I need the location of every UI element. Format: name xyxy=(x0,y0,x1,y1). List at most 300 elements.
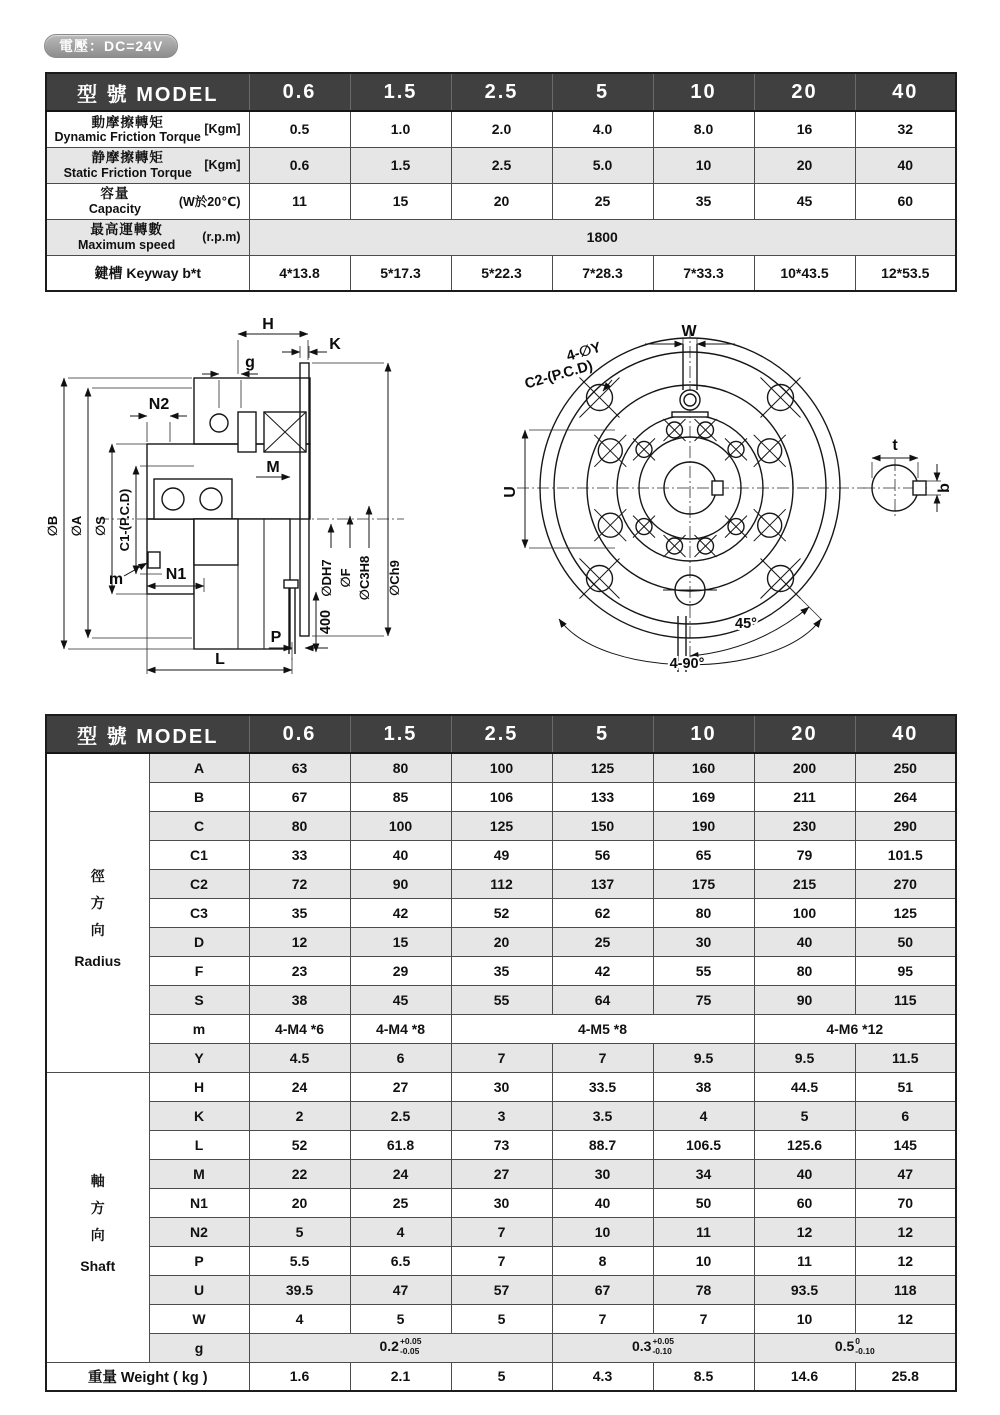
group-label-char: 向 xyxy=(90,922,105,939)
value-cell: 4.3 xyxy=(552,1362,653,1391)
value-cell: 12 xyxy=(249,927,350,956)
spec-row-unit: (W於20℃) xyxy=(178,194,241,209)
value-cell: 8 xyxy=(552,1246,653,1275)
value-cell: 5 xyxy=(249,1217,350,1246)
value-cell xyxy=(754,1333,956,1362)
value-cell: 25 xyxy=(552,927,653,956)
value-cell: 15 xyxy=(350,183,451,219)
value-cell: 40 xyxy=(855,147,956,183)
value-cell: 20 xyxy=(451,927,552,956)
value-cell: 3 xyxy=(451,1101,552,1130)
value-cell: 2.5 xyxy=(350,1101,451,1130)
spec-row-label-wrap xyxy=(51,115,245,144)
front-view-dimensions xyxy=(502,323,821,672)
value-cell: 5.0 xyxy=(552,147,653,183)
model-column-header: 20 xyxy=(754,73,855,111)
value-cell: 27 xyxy=(451,1159,552,1188)
value-cell: 80 xyxy=(350,753,451,782)
group-label-char: 軸 xyxy=(90,1172,105,1189)
value-cell: 65 xyxy=(653,840,754,869)
value-cell: 60 xyxy=(754,1188,855,1217)
group-label-char: 徑 xyxy=(90,868,105,885)
value-cell: 12 xyxy=(855,1304,956,1333)
value-cell: 25 xyxy=(552,183,653,219)
flange-plate xyxy=(300,363,309,636)
param-label: K xyxy=(149,1101,249,1130)
value-cell: 10 xyxy=(653,147,754,183)
param-label: B xyxy=(149,782,249,811)
value-cell: 7*33.3 xyxy=(653,255,754,291)
spec-row-label xyxy=(46,255,249,291)
dim-dia-c3h8-label: ∅C3H8 xyxy=(357,555,372,601)
value-cell: 4*13.8 xyxy=(249,255,350,291)
value-cell: 264 xyxy=(855,782,956,811)
dim-l-label: L xyxy=(215,651,225,668)
model-header: 型 號 MODEL xyxy=(46,715,249,753)
value-cell: 27 xyxy=(350,1072,451,1101)
value-cell: 6 xyxy=(855,1101,956,1130)
tolerance-stack xyxy=(855,1337,874,1356)
value-cell: 72 xyxy=(249,869,350,898)
value-cell: 4-M6 *12 xyxy=(754,1014,956,1043)
tolerance-main: 0.2 xyxy=(379,1338,399,1355)
value-cell: 118 xyxy=(855,1275,956,1304)
value-cell: 12*53.5 xyxy=(855,255,956,291)
model-column-header: 5 xyxy=(552,715,653,753)
dim-row xyxy=(46,927,956,956)
value-cell: 290 xyxy=(855,811,956,840)
param-label: P xyxy=(149,1246,249,1275)
value-cell: 40 xyxy=(552,1188,653,1217)
side-view-body xyxy=(97,363,404,654)
dim-row xyxy=(46,1101,956,1130)
dim-row xyxy=(46,1188,956,1217)
value-cell: 67 xyxy=(552,1275,653,1304)
spec-row-label-en: Maximum speed xyxy=(78,237,176,252)
value-cell: 150 xyxy=(552,811,653,840)
value-cell: 3.5 xyxy=(552,1101,653,1130)
dim-row xyxy=(46,753,956,782)
value-cell: 90 xyxy=(754,985,855,1014)
value-cell: 45 xyxy=(754,183,855,219)
dim-n2-label: N2 xyxy=(148,396,170,413)
value-cell: 11 xyxy=(653,1217,754,1246)
model-column-header: 40 xyxy=(855,73,956,111)
group-label-radius xyxy=(46,753,149,1072)
value-cell: 4.0 xyxy=(552,111,653,147)
spec-row-label-main xyxy=(51,186,179,215)
dim-row xyxy=(46,898,956,927)
value-cell: 34 xyxy=(653,1159,754,1188)
param-label: C1 xyxy=(149,840,249,869)
value-cell: 6.5 xyxy=(350,1246,451,1275)
value-cell: 5*17.3 xyxy=(350,255,451,291)
weight-row xyxy=(46,1362,956,1391)
value-cell: 5 xyxy=(754,1101,855,1130)
spec-table xyxy=(45,72,957,292)
value-cell: 35 xyxy=(249,898,350,927)
tolerance-upper: +0.05 xyxy=(399,1336,422,1347)
value-cell: 60 xyxy=(855,183,956,219)
value-cell: 78 xyxy=(653,1275,754,1304)
spec-row-label-en: Dynamic Friction Torque xyxy=(54,129,201,144)
value-cell: 33 xyxy=(249,840,350,869)
bearing-icon xyxy=(162,488,184,510)
value-cell: 7*28.3 xyxy=(552,255,653,291)
value-cell: 10 xyxy=(653,1246,754,1275)
value-cell: 190 xyxy=(653,811,754,840)
value-cell: 8.0 xyxy=(653,111,754,147)
value-cell: 30 xyxy=(653,927,754,956)
value-cell: 70 xyxy=(855,1188,956,1217)
param-label: F xyxy=(149,956,249,985)
spec-row-unit: (r.p.m) xyxy=(202,229,241,244)
dim-row xyxy=(46,956,956,985)
value-cell: 133 xyxy=(552,782,653,811)
group-label-shaft xyxy=(46,1072,149,1362)
param-label: Y xyxy=(149,1043,249,1072)
spec-row-label-main xyxy=(51,150,204,179)
dim-row xyxy=(46,985,956,1014)
value-cell: 95 xyxy=(855,956,956,985)
value-cell: 61.8 xyxy=(350,1130,451,1159)
value-cell: 270 xyxy=(855,869,956,898)
param-label: C2 xyxy=(149,869,249,898)
dim-dia-f-label: ∅F xyxy=(338,568,353,588)
value-cell: 50 xyxy=(855,927,956,956)
value-cell: 52 xyxy=(451,898,552,927)
value-cell: 47 xyxy=(855,1159,956,1188)
value-cell: 6 xyxy=(350,1043,451,1072)
spec-row xyxy=(46,147,956,183)
value-cell: 80 xyxy=(653,898,754,927)
table-header-row xyxy=(46,715,956,753)
value-cell: 47 xyxy=(350,1275,451,1304)
value-cell: 93.5 xyxy=(754,1275,855,1304)
value-cell: 55 xyxy=(653,956,754,985)
value-cell: 52 xyxy=(249,1130,350,1159)
dim-n1-label: N1 xyxy=(165,566,187,583)
value-cell: 106.5 xyxy=(653,1130,754,1159)
value-cell: 38 xyxy=(249,985,350,1014)
spec-row-label xyxy=(46,111,249,147)
value-cell: 42 xyxy=(350,898,451,927)
param-label: g xyxy=(149,1333,249,1362)
table-header-row xyxy=(46,73,956,111)
value-cell: 7 xyxy=(552,1043,653,1072)
tolerance-upper: +0.05 xyxy=(652,1336,674,1347)
value-cell: 33.5 xyxy=(552,1072,653,1101)
value-cell: 9.5 xyxy=(754,1043,855,1072)
value-cell: 4-M5 *8 xyxy=(451,1014,754,1043)
weight-label: 重量 Weight ( kg ) xyxy=(46,1362,249,1391)
value-cell xyxy=(249,1333,552,1362)
model-column-header: 0.6 xyxy=(249,715,350,753)
group-label-en: Radius xyxy=(74,953,122,970)
value-cell: 8.5 xyxy=(653,1362,754,1391)
dim-row xyxy=(46,840,956,869)
value-cell: 63 xyxy=(249,753,350,782)
value-cell: 73 xyxy=(451,1130,552,1159)
model-column-header: 1.5 xyxy=(350,715,451,753)
spec-row xyxy=(46,255,956,291)
value-cell: 12 xyxy=(855,1246,956,1275)
value-cell: 20 xyxy=(754,147,855,183)
value-cell: 57 xyxy=(451,1275,552,1304)
dim-m-small-label: m xyxy=(108,571,124,588)
group-label-char: 方 xyxy=(90,1199,105,1216)
spec-row-label-wrap xyxy=(51,222,245,251)
value-cell: 35 xyxy=(653,183,754,219)
value-cell: 1800 xyxy=(249,219,956,255)
model-column-header: 10 xyxy=(653,73,754,111)
dim-t-label: t xyxy=(892,437,898,454)
param-label: M xyxy=(149,1159,249,1188)
value-cell: 169 xyxy=(653,782,754,811)
value-cell: 22 xyxy=(249,1159,350,1188)
model-column-header: 5 xyxy=(552,73,653,111)
dim-k-label: K xyxy=(329,336,341,353)
value-cell: 25 xyxy=(350,1188,451,1217)
value-cell: 160 xyxy=(653,753,754,782)
value-cell: 0.6 xyxy=(249,147,350,183)
dim-h-label: H xyxy=(262,316,274,333)
param-label: C3 xyxy=(149,898,249,927)
value-cell: 125 xyxy=(552,753,653,782)
value-cell: 29 xyxy=(350,956,451,985)
param-label: D xyxy=(149,927,249,956)
value-cell: 44.5 xyxy=(754,1072,855,1101)
lead-wire-connector xyxy=(284,580,298,588)
mount-bolt-icon xyxy=(148,552,160,568)
top-bolt-icon xyxy=(680,390,700,410)
value-cell: 40 xyxy=(350,840,451,869)
tolerance-main: 0.5 xyxy=(834,1338,855,1355)
value-cell: 4.5 xyxy=(249,1043,350,1072)
spec-row-label-zh: 静摩擦轉矩 xyxy=(91,150,164,166)
value-cell: 137 xyxy=(552,869,653,898)
dim-45deg-label: 45° xyxy=(735,616,757,632)
value-cell: 5*22.3 xyxy=(451,255,552,291)
value-cell: 90 xyxy=(350,869,451,898)
param-label: N2 xyxy=(149,1217,249,1246)
value-cell: 7 xyxy=(451,1217,552,1246)
spec-row-label xyxy=(46,183,249,219)
value-cell: 211 xyxy=(754,782,855,811)
param-label: A xyxy=(149,753,249,782)
value-cell: 200 xyxy=(754,753,855,782)
value-cell: 12 xyxy=(754,1217,855,1246)
value-cell: 100 xyxy=(754,898,855,927)
value-cell: 2 xyxy=(249,1101,350,1130)
value-cell: 10 xyxy=(754,1304,855,1333)
value-cell: 4 xyxy=(350,1217,451,1246)
group-label-char: 方 xyxy=(90,895,105,912)
value-cell: 175 xyxy=(653,869,754,898)
value-cell: 24 xyxy=(249,1072,350,1101)
dim-dia-ch9-label: ∅Ch9 xyxy=(387,560,402,596)
value-cell: 16 xyxy=(754,111,855,147)
value-cell: 49 xyxy=(451,840,552,869)
value-cell: 1.0 xyxy=(350,111,451,147)
spec-row-label-main xyxy=(51,115,204,144)
value-cell: 67 xyxy=(249,782,350,811)
spec-row-label-zh: 容量 xyxy=(100,186,130,202)
dim-row xyxy=(46,1072,956,1101)
value-cell: 2.1 xyxy=(350,1362,451,1391)
value-cell: 20 xyxy=(451,183,552,219)
dim-4y-label: 4-∅Y xyxy=(564,339,603,365)
spec-row-label-zh: 最高運轉數 xyxy=(90,222,163,238)
model-column-header: 2.5 xyxy=(451,73,552,111)
dim-row xyxy=(46,1333,956,1362)
tolerance-upper: 0 xyxy=(855,1336,861,1347)
dim-g-label: g xyxy=(245,354,255,371)
value-cell: 23 xyxy=(249,956,350,985)
value-cell: 7 xyxy=(451,1043,552,1072)
voltage-badge: 電壓：DC=24V xyxy=(44,34,178,58)
spec-row-label-en: Static Friction Torque xyxy=(63,165,192,180)
tolerance-lower: -0.10 xyxy=(855,1345,875,1356)
value-cell: 40 xyxy=(754,927,855,956)
dim-row xyxy=(46,1043,956,1072)
value-cell: 230 xyxy=(754,811,855,840)
model-column-header: 2.5 xyxy=(451,715,552,753)
spec-row xyxy=(46,219,956,255)
spec-row-label-wrap xyxy=(51,186,245,215)
keyway-slot xyxy=(712,481,723,495)
value-cell: 85 xyxy=(350,782,451,811)
spec-row-label-main xyxy=(51,222,202,251)
value-cell: 11 xyxy=(754,1246,855,1275)
value-cell: 2.0 xyxy=(451,111,552,147)
param-label: S xyxy=(149,985,249,1014)
value-cell: 14.6 xyxy=(754,1362,855,1391)
param-label: U xyxy=(149,1275,249,1304)
bearing-icon xyxy=(200,488,222,510)
value-cell: 0.5 xyxy=(249,111,350,147)
dim-90deg-label: 4-90° xyxy=(669,656,705,672)
tolerance-stack xyxy=(400,1337,422,1356)
param-label: N1 xyxy=(149,1188,249,1217)
value-cell: 125 xyxy=(451,811,552,840)
value-cell: 7 xyxy=(552,1304,653,1333)
value-cell: 5 xyxy=(451,1362,552,1391)
value-cell: 35 xyxy=(451,956,552,985)
value-cell: 215 xyxy=(754,869,855,898)
value-cell: 32 xyxy=(855,111,956,147)
spec-row-label xyxy=(46,147,249,183)
dim-row xyxy=(46,1246,956,1275)
param-label: L xyxy=(149,1130,249,1159)
value-cell: 55 xyxy=(451,985,552,1014)
value-cell: 125.6 xyxy=(754,1130,855,1159)
tolerance-stack xyxy=(652,1337,674,1356)
value-cell: 38 xyxy=(653,1072,754,1101)
value-cell: 15 xyxy=(350,927,451,956)
param-label: m xyxy=(149,1014,249,1043)
value-cell: 9.5 xyxy=(653,1043,754,1072)
value-cell: 1.6 xyxy=(249,1362,350,1391)
dim-p-label: P xyxy=(270,629,282,646)
value-cell: 125 xyxy=(855,898,956,927)
dim-row xyxy=(46,1159,956,1188)
value-cell: 80 xyxy=(754,956,855,985)
value-cell: 30 xyxy=(552,1159,653,1188)
value-cell: 24 xyxy=(350,1159,451,1188)
dim-wire-length-label: 400 xyxy=(318,609,334,635)
dim-row xyxy=(46,1217,956,1246)
spec-row-label-zh: 動摩擦轉矩 xyxy=(91,114,164,130)
value-cell: 75 xyxy=(653,985,754,1014)
param-label: H xyxy=(149,1072,249,1101)
spec-row-label-en: Capacity xyxy=(88,201,141,216)
keyway-detail xyxy=(863,437,953,517)
dim-b-label: b xyxy=(936,483,953,493)
dim-m-label: M xyxy=(266,459,280,476)
tolerance-lower: -0.10 xyxy=(652,1345,672,1356)
value-cell: 79 xyxy=(754,840,855,869)
group-label-en: Shaft xyxy=(80,1257,116,1274)
dim-row xyxy=(46,1130,956,1159)
spec-row-unit: [Kgm] xyxy=(204,157,241,172)
value-cell: 11.5 xyxy=(855,1043,956,1072)
tolerance-main: 0.3 xyxy=(632,1338,652,1355)
model-column-header: 40 xyxy=(855,715,956,753)
value-cell: 62 xyxy=(552,898,653,927)
dim-dia-s-label: ∅S xyxy=(93,516,108,536)
dim-row xyxy=(46,1275,956,1304)
value-cell: 64 xyxy=(552,985,653,1014)
value-cell: 25.8 xyxy=(855,1362,956,1391)
value-cell: 56 xyxy=(552,840,653,869)
model-column-header: 10 xyxy=(653,715,754,753)
value-cell: 45 xyxy=(350,985,451,1014)
value-cell: 112 xyxy=(451,869,552,898)
model-column-header: 0.6 xyxy=(249,73,350,111)
dim-dia-dh7-label: ∅DH7 xyxy=(319,559,334,597)
dim-dia-a-label: ∅A xyxy=(69,515,84,537)
value-cell: 30 xyxy=(451,1072,552,1101)
value-cell: 4-M4 *6 xyxy=(249,1014,350,1043)
value-cell: 40 xyxy=(754,1159,855,1188)
value-cell: 101.5 xyxy=(855,840,956,869)
spec-row xyxy=(46,111,956,147)
value-cell: 100 xyxy=(451,753,552,782)
model-column-header: 20 xyxy=(754,715,855,753)
spec-row-unit: [Kgm] xyxy=(204,122,241,137)
value-cell: 80 xyxy=(249,811,350,840)
value-cell: 7 xyxy=(451,1246,552,1275)
dim-row xyxy=(46,811,956,840)
value-cell: 4-M4 *8 xyxy=(350,1014,451,1043)
value-cell: 4 xyxy=(653,1101,754,1130)
front-view-drawing xyxy=(465,316,960,704)
spec-row-label-text: 鍵槽 Keyway b*t xyxy=(94,264,202,281)
dim-row xyxy=(46,1304,956,1333)
dim-c2-pcd-label: C2-(P.C.D) xyxy=(523,357,595,393)
value-cell: 5.5 xyxy=(249,1246,350,1275)
dim-row xyxy=(46,1014,956,1043)
model-header: 型 號 MODEL xyxy=(46,73,249,111)
dim-u-label: U xyxy=(502,486,519,498)
value-cell: 5 xyxy=(451,1304,552,1333)
value-cell: 10*43.5 xyxy=(754,255,855,291)
spec-row-label-wrap xyxy=(51,150,245,179)
spec-row-label xyxy=(46,219,249,255)
value-cell: 4 xyxy=(249,1304,350,1333)
value-cell: 20 xyxy=(249,1188,350,1217)
